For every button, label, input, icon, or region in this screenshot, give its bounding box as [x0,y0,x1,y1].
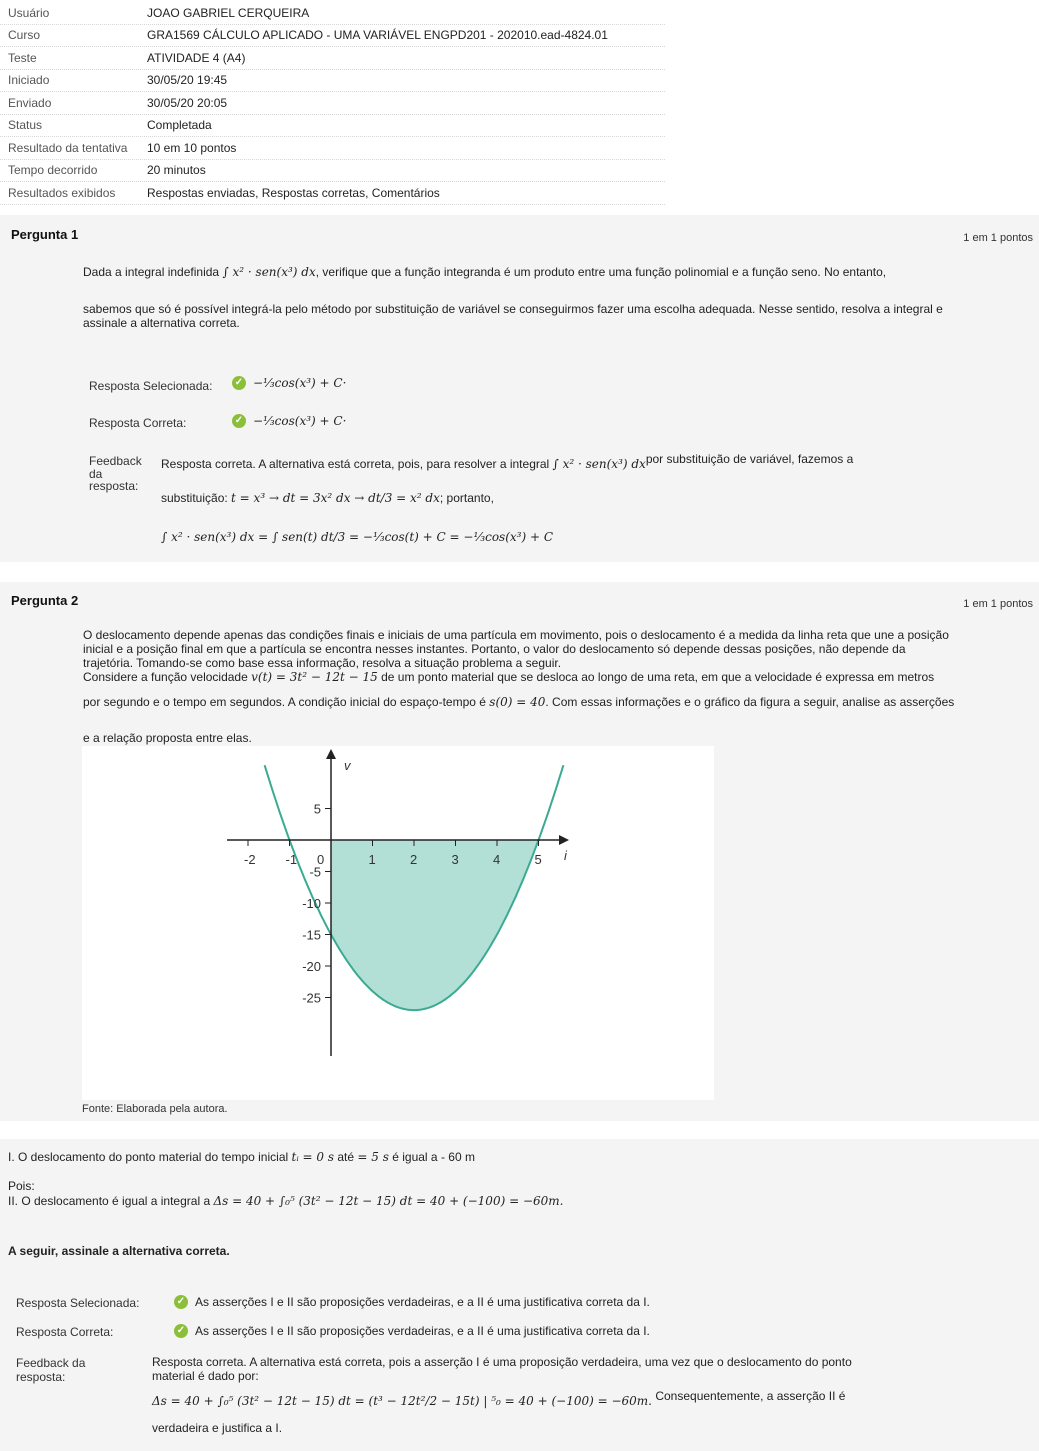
instruction: A seguir, assinale a alternativa correta. [8,1244,230,1258]
feedback-text: Resposta correta. A alternativa está correta, pois, para resolver a integral ∫ x² · sen(x³) dxpor substituição de variável, fazemos a [161,452,854,471]
y-tick-label: -20 [302,959,321,974]
integral-expression: ∫ x² · sen(x³) dx [222,265,316,279]
correct-answer [174,1324,650,1338]
summary-label: Resultados exibidos [8,185,116,200]
question-title: Pergunta 2 [11,593,79,608]
question-text-line: por segundo e o tempo em segundos. A condição inicial do espaço-tempo é s(0) = 40. Com essas informações e o gráfico da figura a seguir, analise as asserções [83,695,955,709]
figure-source: Fonte: Elaborada pela autora. [82,1103,228,1115]
x-tick-label: -1 [285,852,298,867]
feedback-text: substituição: t = x³ → dt = 3x² dx → dt/3 = x² dx; portanto, [161,491,494,505]
summary-value: Respostas enviadas, Respostas corretas, Comentários [147,185,440,200]
shaded-area [331,840,539,1010]
check-icon: ✓ [232,414,246,428]
feedback-text: Resposta correta. A alternativa está correta, pois a asserção I é uma proposição verdadeira, uma vez que o deslocamento do ponto [152,1355,852,1369]
summary-value: JOAO GABRIEL CERQUEIRA [147,5,310,20]
summary-row [0,137,665,160]
question-1 [0,215,1039,562]
feedback-text: Δs = 40 + ∫₀⁵ (3t² − 12t − 15) dt = (t³ − 12t²/2 − 15t) | ⁵₀ = 40 + (−100) = −60m. Consequentemente, a asserção II é [152,1389,846,1408]
summary-label: Usuário [8,5,50,20]
question-text-line: assinale a alternativa correta. [83,316,240,330]
correct-answer-label: Resposta Correta: [89,416,187,430]
summary-value: 10 em 10 pontos [147,140,237,155]
question-text-line: Dada a integral indefinida ∫ x² · sen(x³) dx, verifique que a função integranda é um produto entre uma função polinomial e a função seno. No entanto, [83,265,887,279]
x-tick-label: 1 [368,852,376,867]
check-icon: ✓ [174,1295,188,1309]
summary-value: 20 minutos [147,163,206,178]
question-points: 1 em 1 pontos [963,598,1033,610]
x-tick-label: 2 [410,852,418,867]
question-text-line: Considere a função velocidade v(t) = 3t² − 12t − 15 de um ponto material que se desloca ao longo de uma reta, em que a velocidade é expressa em metros [83,670,935,684]
summary-label: Teste [8,50,37,65]
feedback-equation: ∫ x² · sen(x³) dx = ∫ sen(t) dt/3 = −⅓cos(t) + C = −⅓cos(x³) + C [161,530,554,544]
velocity-chart-svg [82,746,714,1100]
summary-label: Resultado da tentativa [8,140,128,155]
summary-row [0,47,665,70]
assertion-1: I. O deslocamento do ponto material do tempo inicial tᵢ = 0 s até = 5 s é igual a - 60 m [8,1150,475,1164]
summary-value: GRA1569 CÁLCULO APLICADO - UMA VARIÁVEL ENGPD201 - 202010.ead-4824.01 [147,28,608,43]
summary-label: Tempo decorrido [8,163,98,178]
summary-row [0,160,665,183]
selected-answer [174,1295,650,1309]
check-icon: ✓ [232,376,246,390]
summary-label: Status [8,118,43,133]
question-text-line: sabemos que só é possível integrá-la pelo método por substituição de variável se conseguirmos fazer uma escolha adequada. Nesse sentido, resolva a integral e [83,302,943,316]
assertion-2: II. O deslocamento é igual a integral a Δs = 40 + ∫₀⁵ (3t² − 12t − 15) dt = 40 + (−100) = −60m. [8,1194,564,1208]
feedback-label: Feedback da resposta: [16,1356,86,1384]
selected-answer-label: Resposta Selecionada: [89,379,213,393]
answer-value: As asserções I e II são proposições verdadeiras, e a II é uma justificativa correta da I. [195,1324,650,1338]
x-tick-label: 0 [317,852,325,867]
summary-label: Enviado [8,95,52,110]
y-axis-label: v [344,758,351,773]
attempt-summary [0,2,665,205]
y-tick-label: 5 [313,801,321,817]
x-tick-label: 3 [451,852,459,867]
summary-row [0,2,665,25]
y-tick-label: -5 [309,864,321,880]
question-title: Pergunta 1 [11,227,79,242]
check-icon: ✓ [174,1324,188,1338]
x-tick-label: -2 [244,852,256,867]
question-text-line: inicial e a posição final em que a partícula se encontra nesses instantes. Portanto, o valor do deslocamento só depende dessas posições, não depende da [83,642,906,656]
summary-value: 30/05/20 20:05 [147,95,228,110]
answer-value: As asserções I e II são proposições verdadeiras, e a II é uma justificativa correta da I. [195,1295,650,1309]
question-text-line: trajetória. Tomando-se como base essa informação, resolva a situação problema a seguir. [83,656,562,670]
x-tick-label: 4 [493,852,501,867]
y-tick-label: -15 [302,927,321,943]
summary-row [0,25,665,48]
y-axis-arrow [326,749,336,759]
answer-value: −⅓cos(x³) + C· [253,414,347,428]
y-tick-label: -25 [302,990,321,1006]
summary-value: Completada [147,118,212,133]
question-points: 1 em 1 pontos [963,232,1033,244]
correct-answer [232,414,346,428]
assertions-block [0,1139,1039,1451]
feedback-text: material é dado por: [152,1369,259,1383]
x-axis-arrow [559,835,569,845]
summary-value: 30/05/20 19:45 [147,73,228,88]
summary-row [0,70,665,93]
answer-value: −⅓cos(x³) + C· [253,376,347,390]
summary-row [0,182,665,205]
question-text-line: O deslocamento depende apenas das condições finais e iniciais de uma partícula em movimento, pois o deslocamento é a medida da linha reta que une a posição [83,628,949,642]
velocity-chart [82,746,714,1100]
selected-answer [232,376,346,390]
feedback-text: verdadeira e justifica a I. [152,1421,283,1435]
correct-answer-label: Resposta Correta: [16,1325,114,1339]
pois-label: Pois: [8,1179,35,1193]
summary-row [0,115,665,138]
summary-label: Iniciado [8,73,50,88]
y-tick-label: -10 [302,896,321,911]
x-tick-label: 5 [534,852,542,867]
summary-row [0,92,665,115]
summary-label: Curso [8,28,41,43]
selected-answer-label: Resposta Selecionada: [16,1296,140,1310]
feedback-label: Feedback da resposta: [89,454,142,493]
summary-value: ATIVIDADE 4 (A4) [147,50,246,65]
x-axis-label: i [564,848,567,863]
question-text-line: e a relação proposta entre elas. [83,731,252,745]
